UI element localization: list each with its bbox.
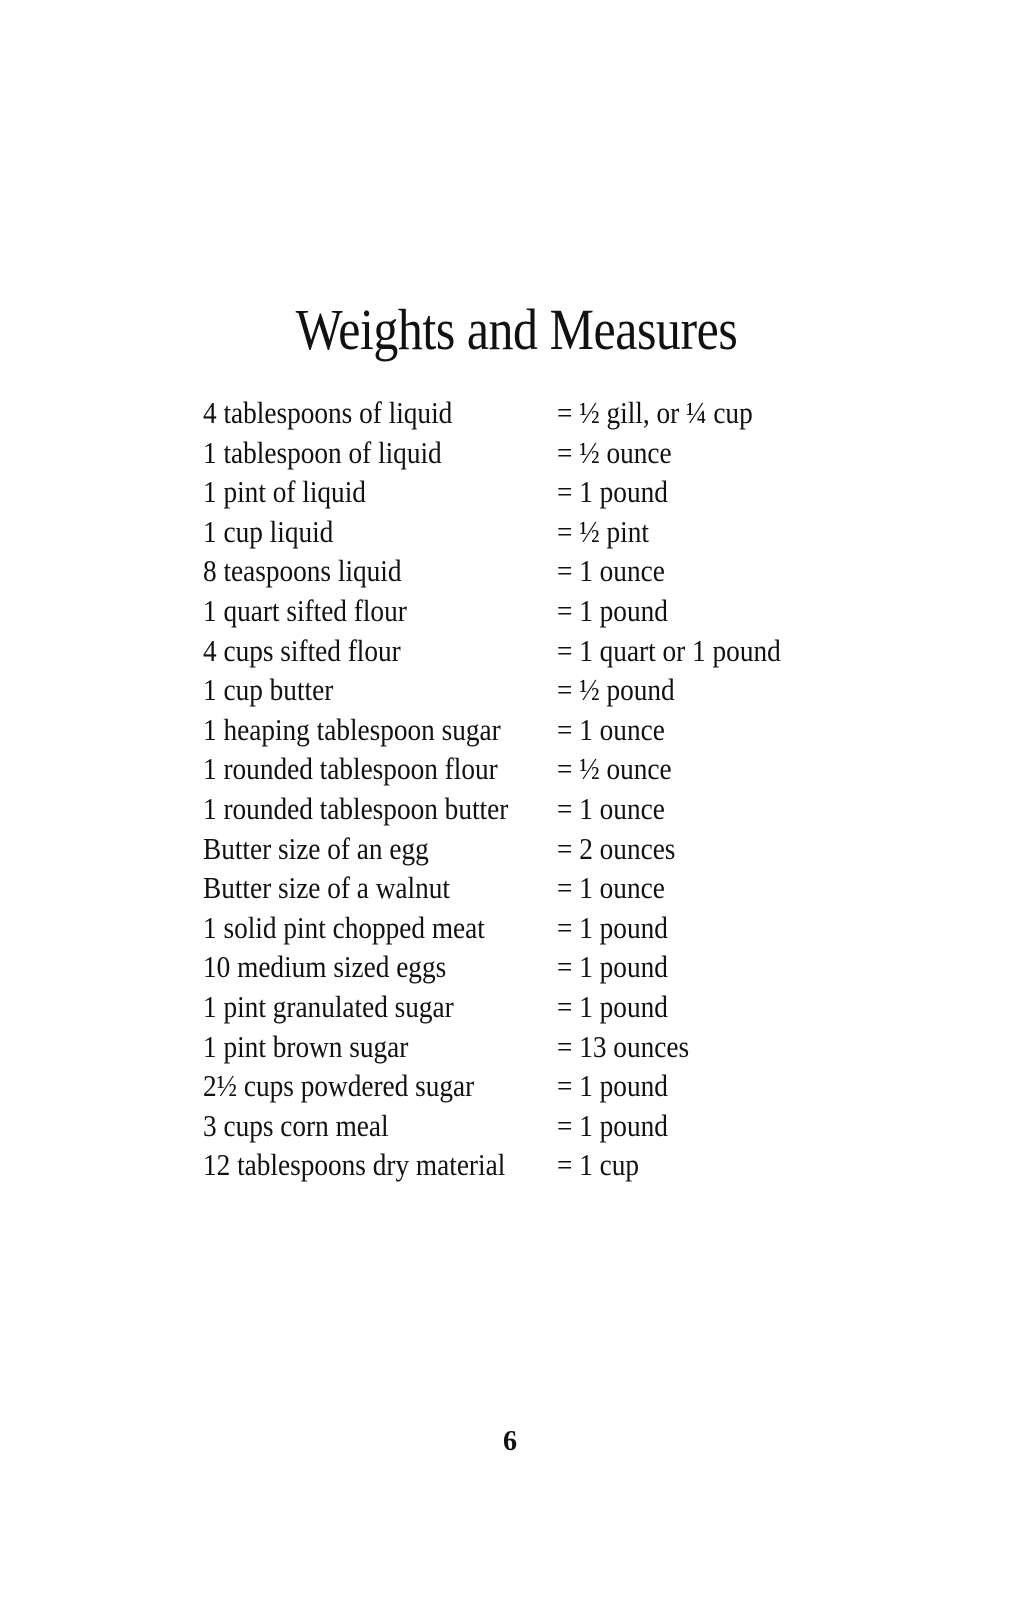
measure-quantity: 1 quart sifted flour	[203, 592, 407, 628]
measure-quantity: 3 cups corn meal	[203, 1107, 389, 1143]
measure-row	[203, 591, 863, 631]
measures-table	[203, 393, 863, 1185]
measure-row	[203, 710, 863, 750]
measure-equivalent: = 1 pound	[557, 949, 668, 985]
measure-row	[203, 749, 863, 789]
measure-row	[203, 829, 863, 869]
measure-equivalent: = 1 ounce	[557, 870, 665, 906]
measure-equivalent: = ½ ounce	[557, 434, 672, 470]
measure-equivalent: = 1 ounce	[557, 790, 665, 826]
measure-quantity: 1 pint brown sugar	[203, 1028, 409, 1064]
measure-row	[203, 433, 863, 473]
measure-quantity: 8 teaspoons liquid	[203, 553, 402, 589]
measure-quantity: 1 pint of liquid	[203, 474, 366, 510]
measure-quantity: 12 tablespoons dry material	[203, 1147, 506, 1183]
measure-quantity: 1 rounded tablespoon butter	[203, 790, 509, 826]
measure-equivalent: = 1 ounce	[557, 711, 665, 747]
measure-quantity: 1 solid pint chopped meat	[203, 909, 485, 945]
measure-quantity: Butter size of a walnut	[203, 870, 450, 906]
measure-row	[203, 947, 863, 987]
measure-equivalent: = ½ gill, or ¼ cup	[557, 395, 753, 430]
measure-row	[203, 1145, 863, 1185]
measure-quantity: 2½ cups powdered sugar	[203, 1068, 475, 1104]
measure-row	[203, 1106, 863, 1146]
measure-quantity: 10 medium sized eggs	[203, 949, 447, 985]
measure-row	[203, 551, 863, 591]
measure-equivalent: = 2 ounces	[557, 830, 676, 866]
measure-row	[203, 1027, 863, 1067]
measure-equivalent: = 1 pound	[557, 1068, 668, 1104]
measure-equivalent: = 1 pound	[557, 1107, 668, 1143]
measure-row	[203, 393, 863, 433]
page-number: 6	[503, 1426, 517, 1457]
measure-quantity: 4 cups sifted flour	[203, 632, 401, 668]
measure-quantity: 1 pint granulated sugar	[203, 988, 454, 1024]
measure-equivalent: = 1 cup	[557, 1147, 640, 1183]
measure-row	[203, 670, 863, 710]
measure-equivalent: = 13 ounces	[557, 1028, 690, 1064]
measure-row	[203, 512, 863, 552]
page-title: Weights and Measures	[295, 297, 738, 362]
measure-equivalent: = 1 pound	[557, 909, 668, 945]
measure-equivalent: = 1 pound	[557, 988, 668, 1024]
measure-equivalent: = ½ pound	[557, 672, 675, 708]
measure-row	[203, 908, 863, 948]
measure-row	[203, 789, 863, 829]
measure-quantity: 1 rounded tablespoon flour	[203, 751, 498, 787]
measure-equivalent: = 1 pound	[557, 592, 668, 628]
measure-quantity: 1 heaping tablespoon sugar	[203, 711, 501, 747]
measure-quantity: 1 cup butter	[203, 672, 334, 708]
measure-quantity: 1 tablespoon of liquid	[203, 434, 442, 470]
measure-row	[203, 868, 863, 908]
measure-quantity: Butter size of an egg	[203, 830, 429, 866]
measure-quantity: 1 cup liquid	[203, 513, 334, 549]
measure-equivalent: = ½ ounce	[557, 751, 672, 787]
measure-quantity: 4 tablespoons of liquid	[203, 395, 453, 430]
measure-equivalent: = ½ pint	[557, 513, 649, 549]
measure-equivalent: = 1 pound	[557, 474, 668, 510]
measure-equivalent: = 1 ounce	[557, 553, 665, 589]
measure-equivalent: = 1 quart or 1 pound	[557, 632, 781, 668]
measure-row	[203, 1066, 863, 1106]
measure-row	[203, 472, 863, 512]
measure-row	[203, 631, 863, 671]
measure-row	[203, 987, 863, 1027]
